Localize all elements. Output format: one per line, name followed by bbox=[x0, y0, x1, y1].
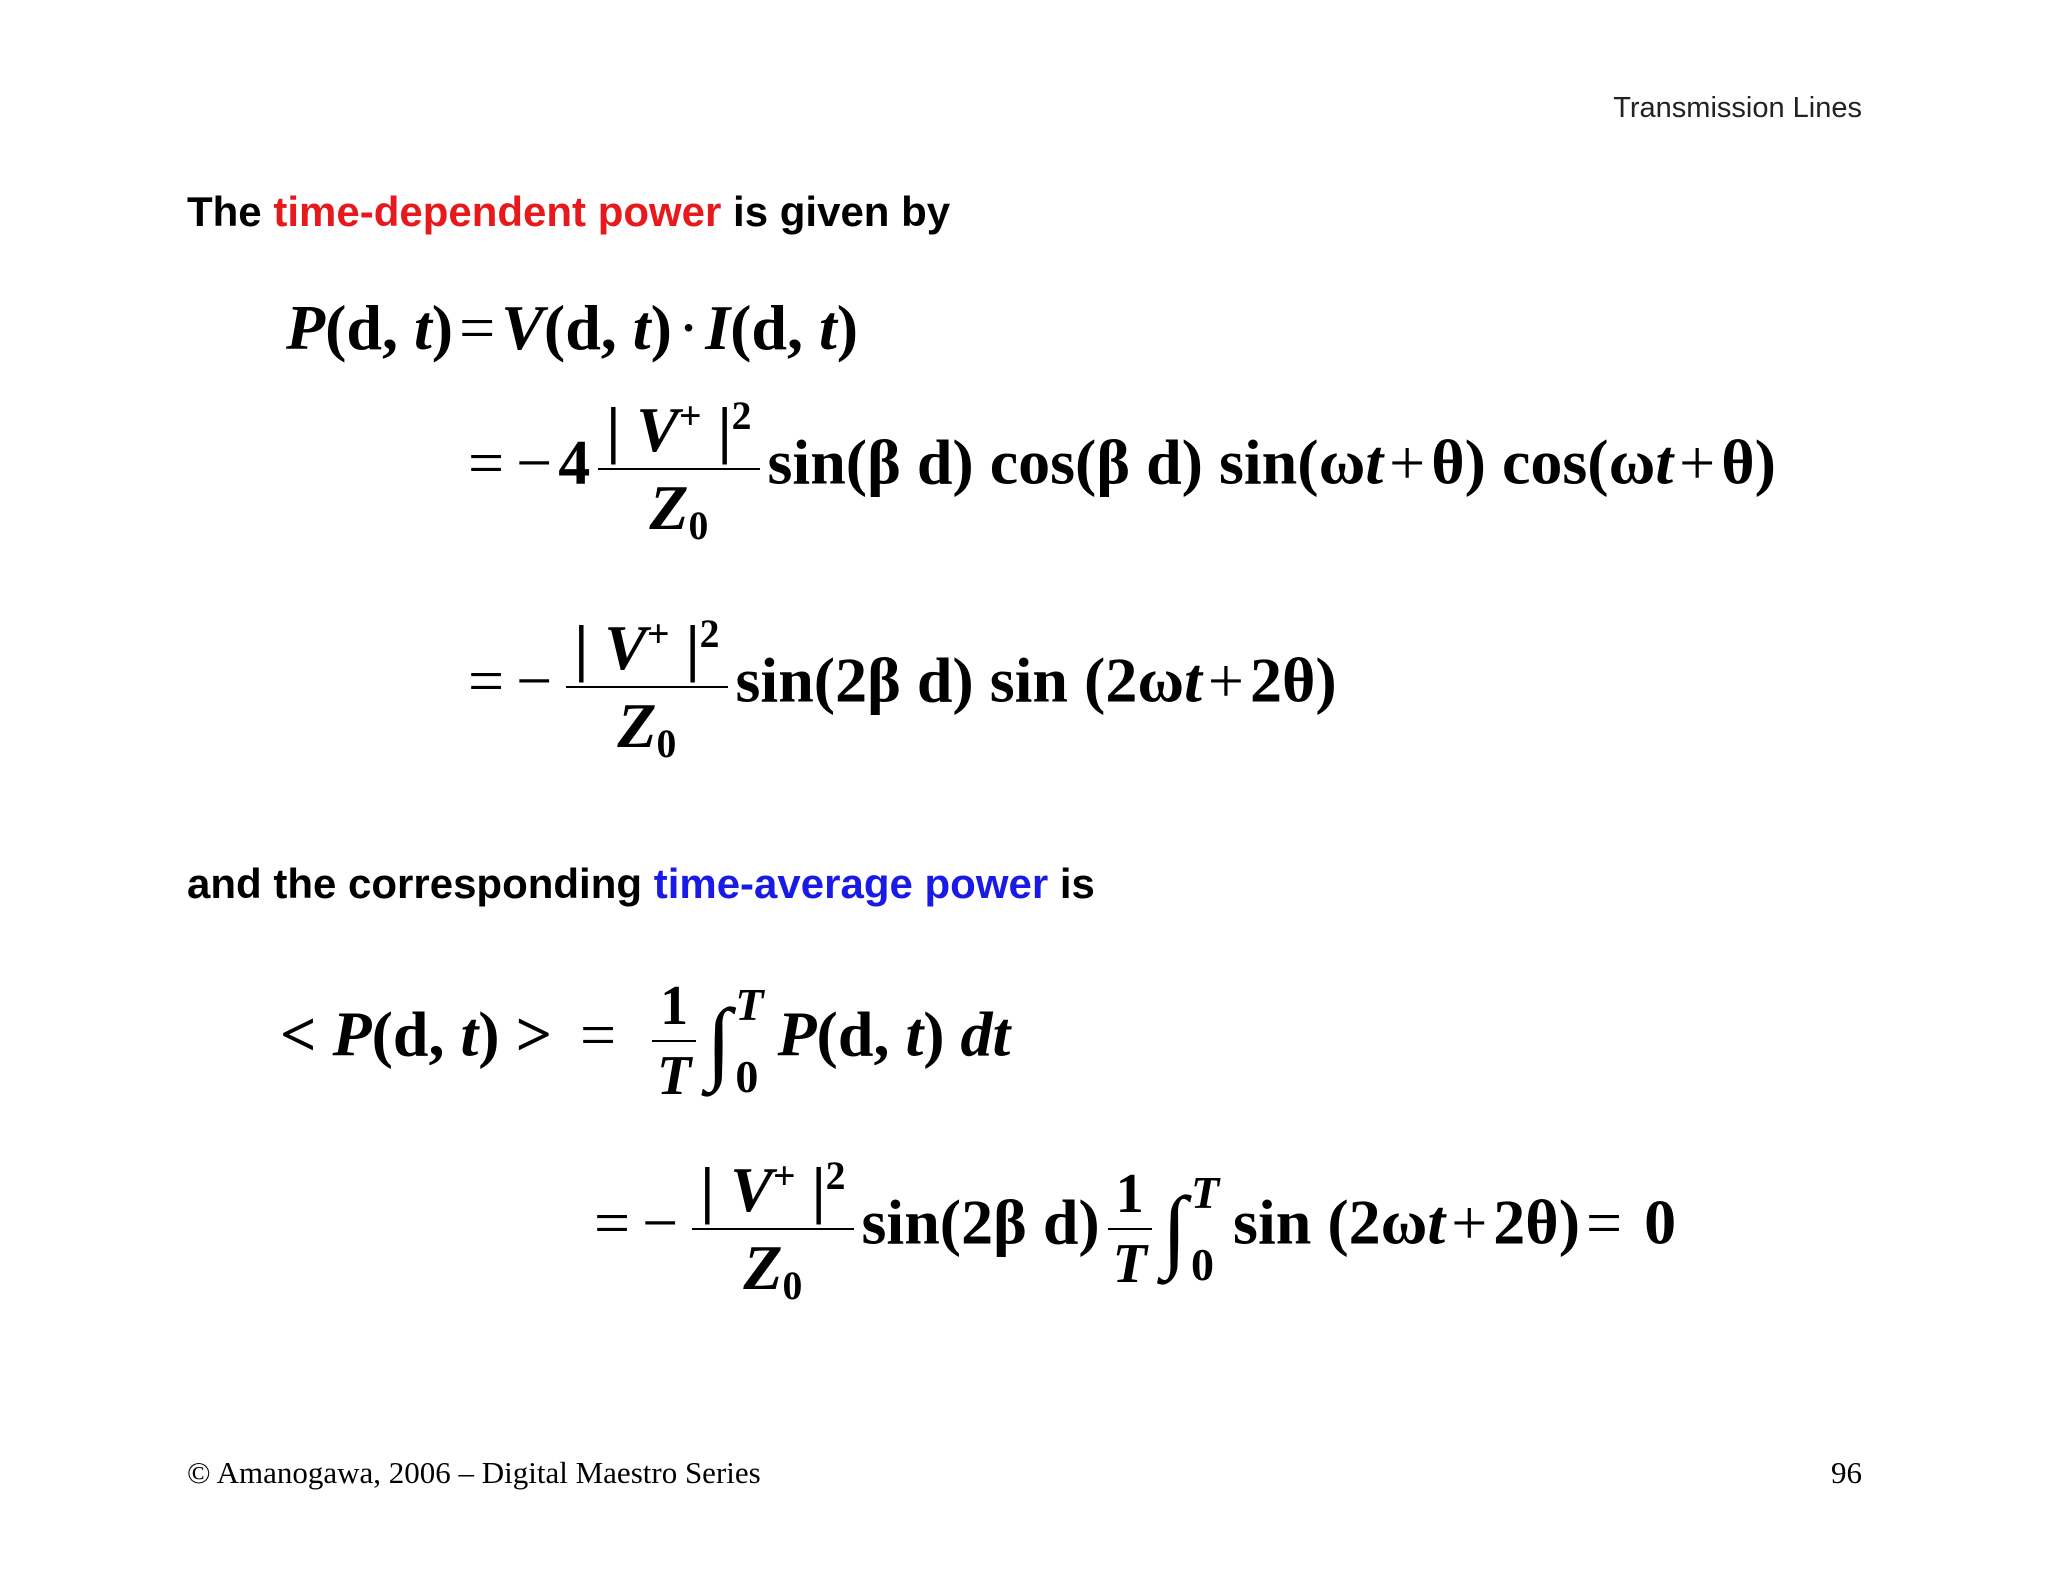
copyright-footer: © Amanogawa, 2006 – Digital Maestro Series bbox=[187, 1455, 761, 1490]
intro-post: is given by bbox=[721, 188, 951, 235]
intro-text-time-dependent bbox=[187, 188, 950, 236]
equation-time-average-result: = − $\frac{| V^+ |^2}{Z_0}$ sin(2β d) $\frac{1}{T}$ ∫ T 0 sin (2ωt+2θ)= 0 bbox=[594, 1154, 1677, 1308]
integral-sign: ∫ bbox=[706, 990, 732, 1092]
equation-power-simplified: = − $\frac{| V^+ |^2}{Z_0}$ sin(2β d) sin (2ωt+2θ) bbox=[468, 612, 1337, 766]
intro2-post: is bbox=[1048, 860, 1095, 907]
equation-time-average-definition: < P(d, t) > = $\frac{1}{T}$ ∫ T 0 P(d, t) dt bbox=[280, 975, 1011, 1107]
equation-power-expanded: = −4 $\frac{| V^+ |^2}{Z_0}$ sin(β d) cos(β d) sin(ωt+θ) cos(ωt+θ) bbox=[468, 394, 1776, 548]
intro2-pre: and the corresponding bbox=[187, 860, 654, 907]
slide-header-title: Transmission Lines bbox=[1613, 92, 1862, 124]
page-number: 96 bbox=[1831, 1455, 1862, 1490]
intro-text-time-average bbox=[187, 860, 1095, 908]
equation-power-definition: P(d, t)=V(d, t)·I(d, t) bbox=[286, 292, 859, 363]
time-average-power-highlight: time-average power bbox=[653, 860, 1049, 907]
intro-pre: The bbox=[187, 188, 274, 235]
integral-sign-2: ∫ bbox=[1161, 1178, 1187, 1280]
time-dependent-power-highlight: time-dependent power bbox=[273, 188, 722, 235]
